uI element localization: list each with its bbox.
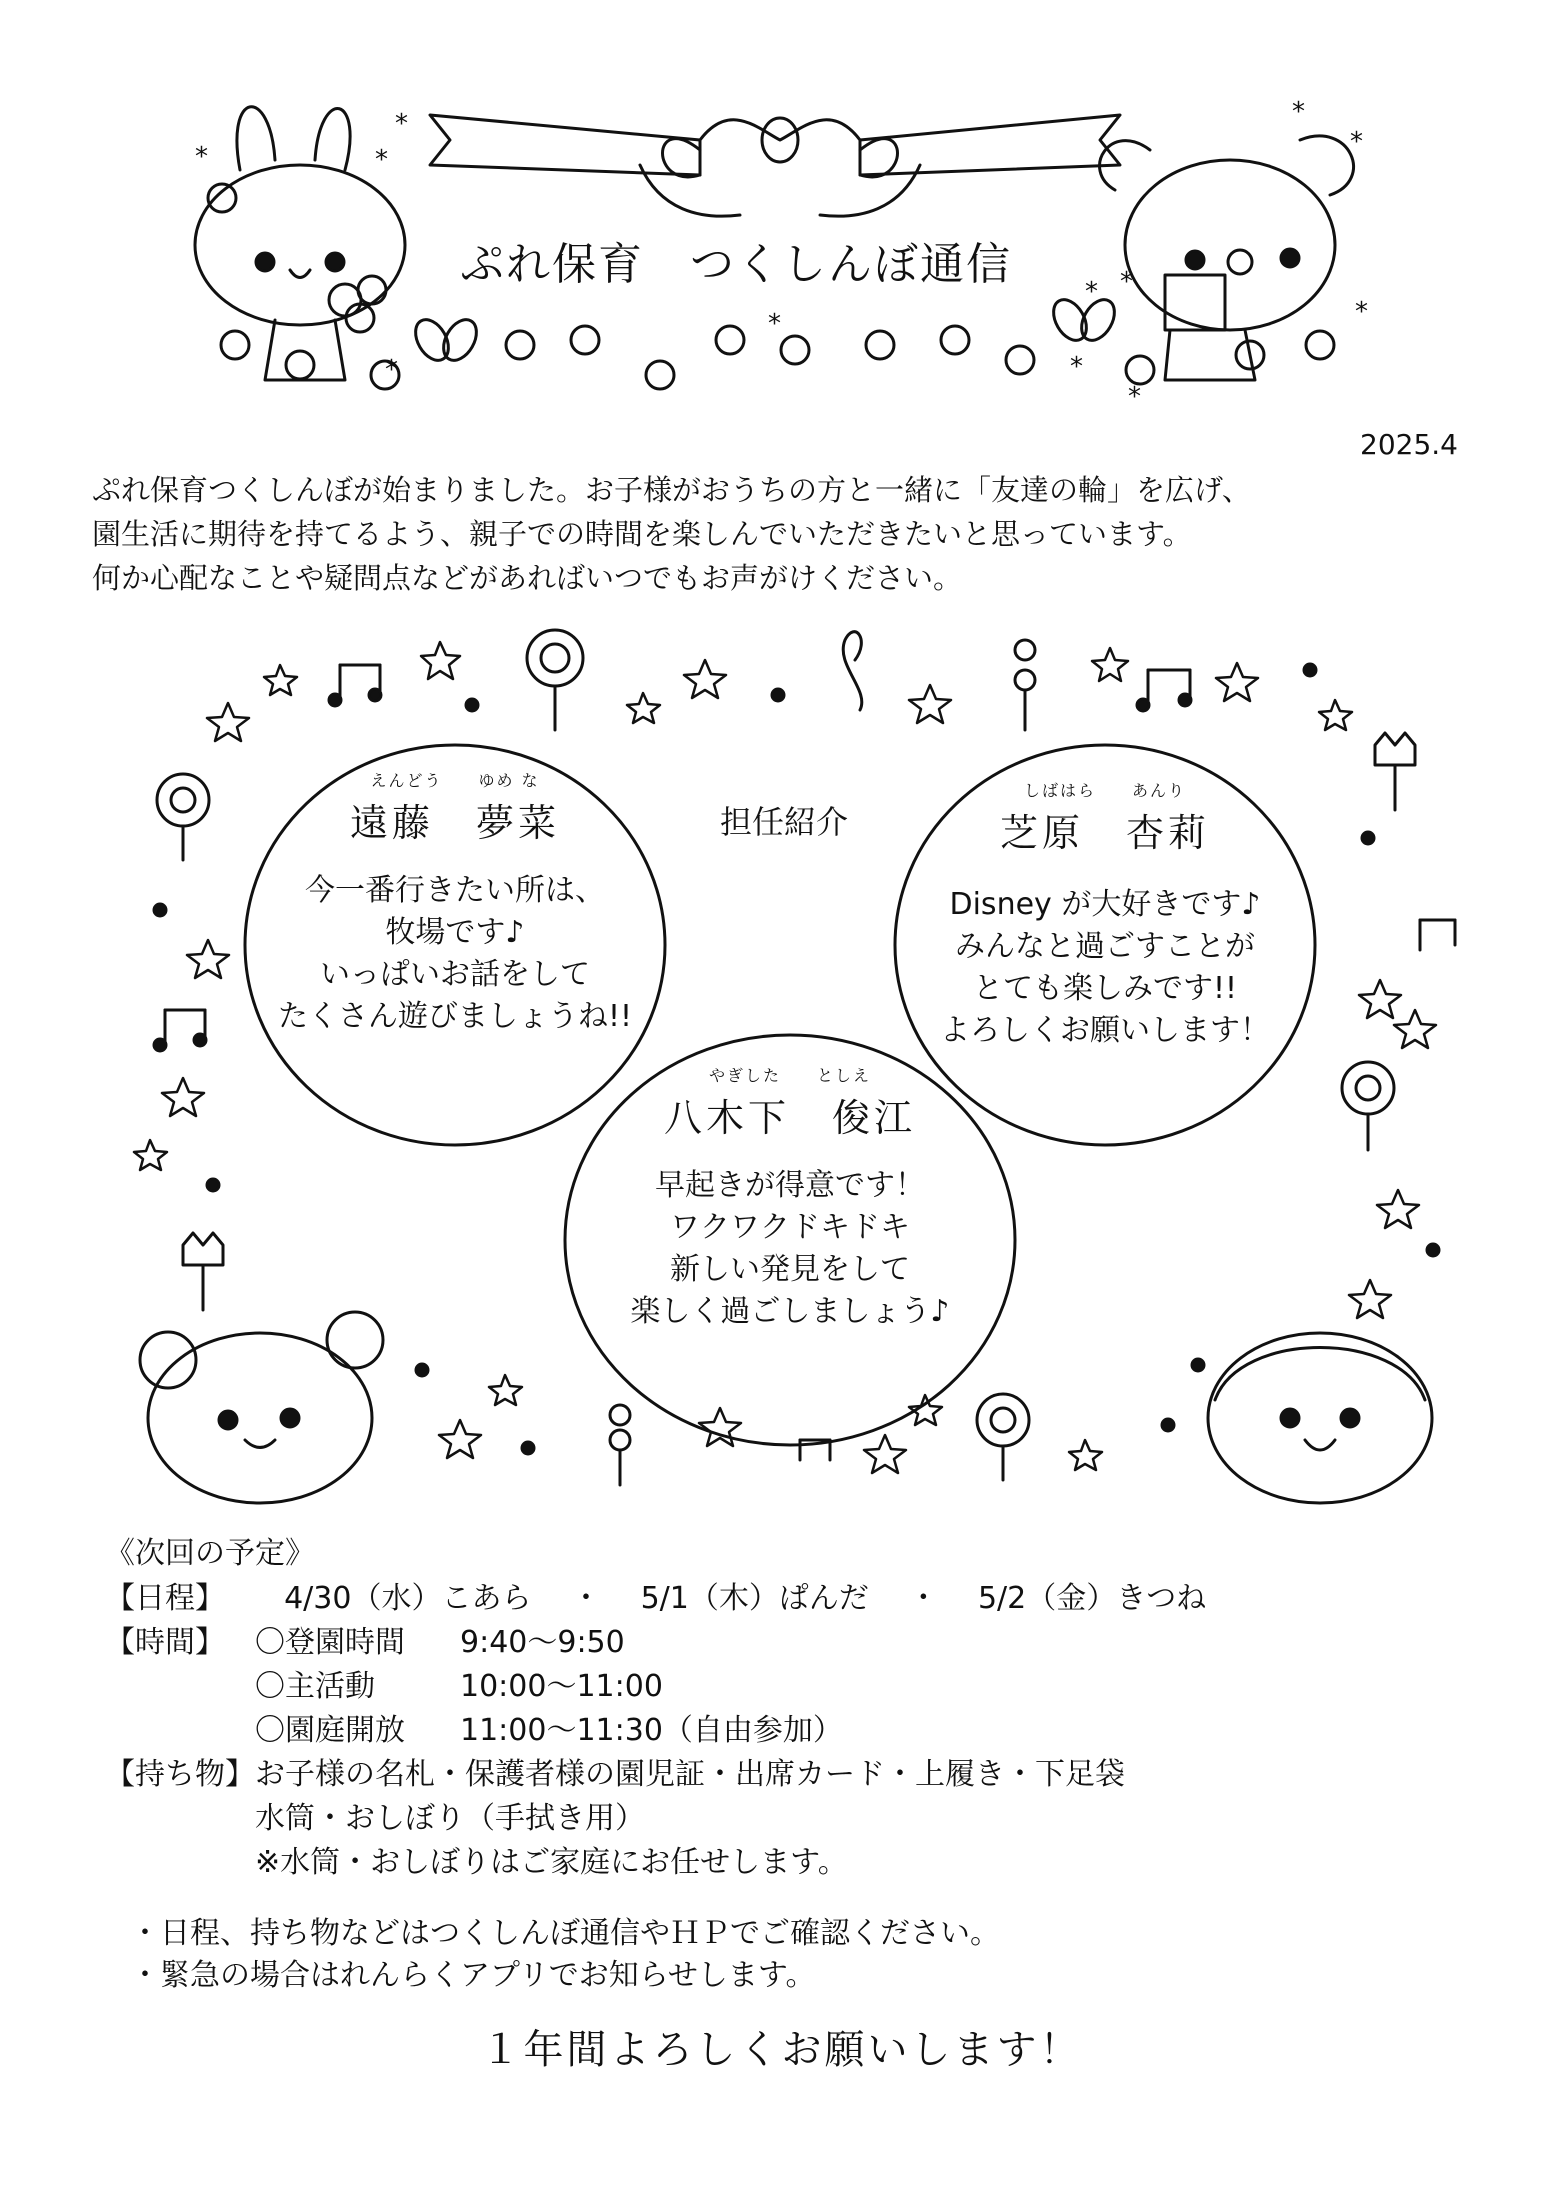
schedule-time-value: 10:00～11:00 xyxy=(460,1669,663,1704)
items-label: 【持ち物】 xyxy=(105,1757,255,1792)
items-line: 水筒・おしぼり（手拭き用） xyxy=(255,1801,645,1836)
items-note: ※水筒・おしぼりはご家庭にお任せします。 xyxy=(255,1845,848,1880)
svg-text:*: * xyxy=(1085,277,1098,307)
separator: ・ xyxy=(908,1581,939,1616)
teacher-message-line: とても楽しみです!! xyxy=(972,971,1238,1006)
staff-heading: 担任紹介 xyxy=(720,803,849,841)
svg-text:*: * xyxy=(1120,267,1133,297)
svg-text:*: * xyxy=(385,355,398,385)
intro-line: 園生活に期待を持てるよう、親子での時間を楽しんでいただきたいと思っています。 xyxy=(92,517,1192,551)
items-line: お子様の名札・保護者様の園児証・出席カード・上履き・下足袋 xyxy=(255,1757,1125,1792)
schedule-time-entry: 〇園庭開放 xyxy=(255,1713,405,1748)
teacher-message-line: 今一番行きたい所は、 xyxy=(305,873,605,908)
schedule-time-entry: 〇主活動 xyxy=(255,1669,375,1704)
schedule-time-value: 9:40～9:50 xyxy=(460,1625,625,1660)
separator: ・ xyxy=(571,1581,602,1616)
teacher-message-line: 早起きが得意です！ xyxy=(655,1168,925,1203)
teacher-message-line: 楽しく過ごしましょう♪ xyxy=(630,1294,950,1329)
girl-face-icon xyxy=(140,1312,383,1503)
intro-paragraph xyxy=(92,468,1251,600)
teacher-message-line: Disney が大好きです♪ xyxy=(949,887,1261,922)
intro-line: 何か心配なことや疑問点などがあればいつでもお声がけください。 xyxy=(92,561,963,595)
newsletter-title: ぷれ保育 つくしんぼ通信 xyxy=(460,239,1012,290)
issue-date: 2025.4 xyxy=(1360,428,1458,461)
intro-line: ぷれ保育つくしんぼが始まりました。お子様がおうちの方と一緒に「友達の輪」を広げ、 xyxy=(92,473,1251,507)
schedule-heading: 《次回の予定》 xyxy=(105,1536,315,1571)
svg-text:*: * xyxy=(768,309,781,339)
teacher-message-line: 新しい発見をして xyxy=(670,1252,910,1287)
ribbon-banner-icon xyxy=(430,115,1120,216)
svg-text:*: * xyxy=(1355,297,1368,327)
butterfly-icon xyxy=(409,314,483,366)
schedule-date: 4/30（水）こあら xyxy=(284,1581,532,1616)
teacher-name-ruby: しばはら あんり xyxy=(1023,781,1187,800)
svg-text:*: * xyxy=(395,109,408,139)
teacher-message-line: みんなと過ごすことが xyxy=(955,929,1255,964)
teacher-message-line: ワクワクドキドキ xyxy=(670,1210,910,1245)
teacher-name-ruby: やぎした としえ xyxy=(708,1066,872,1085)
svg-text:*: * xyxy=(195,142,208,172)
svg-text:*: * xyxy=(1070,352,1083,382)
schedule-time-label: 【時間】 xyxy=(105,1625,225,1660)
schedule-date-label: 【日程】 xyxy=(105,1581,225,1616)
teacher-name: 芝原 杏莉 xyxy=(999,811,1211,855)
svg-text:*: * xyxy=(1128,382,1141,412)
closing-message: １年間よろしくお願いします！ xyxy=(480,2027,1083,2073)
teacher-name: 遠藤 夢菜 xyxy=(349,801,561,845)
teacher-message-line: よろしくお願いします！ xyxy=(940,1013,1270,1048)
teacher-message-line: たくさん遊びましょうね!! xyxy=(277,999,633,1034)
svg-text:*: * xyxy=(375,145,388,175)
rabbit-icon xyxy=(195,107,405,380)
note-line: ・日程、持ち物などはつくしんぼ通信やＨＰでご確認ください。 xyxy=(130,1916,1000,1951)
teacher-card-yagishita xyxy=(580,1055,1000,1333)
teacher-name: 八木下 俊江 xyxy=(663,1096,917,1140)
teacher-card-endo xyxy=(255,760,655,1038)
svg-text:*: * xyxy=(1292,97,1305,127)
teacher-message-line: いっぱいお話をして xyxy=(320,957,590,992)
schedule-time-entry: 〇登園時間 xyxy=(255,1625,405,1660)
teacher-message-line: 牧場です♪ xyxy=(385,915,525,950)
butterfly-icon xyxy=(1047,294,1121,346)
schedule-time-value: 11:00～11:30（自由参加） xyxy=(460,1713,843,1748)
schedule-dates-row xyxy=(105,1573,1206,1617)
schedule-date: 5/1（木）ぱんだ xyxy=(640,1581,869,1616)
schedule-date: 5/2（金）きつね xyxy=(977,1581,1207,1616)
teacher-name-ruby: えんどう ゆめ な xyxy=(370,771,540,790)
boy-face-icon xyxy=(1208,1333,1432,1503)
svg-text:*: * xyxy=(1350,127,1363,157)
dog-icon xyxy=(1100,136,1354,380)
teacher-card-shibahara xyxy=(905,770,1305,1052)
note-line: ・緊急の場合はれんらくアプリでお知らせします。 xyxy=(130,1958,816,1993)
